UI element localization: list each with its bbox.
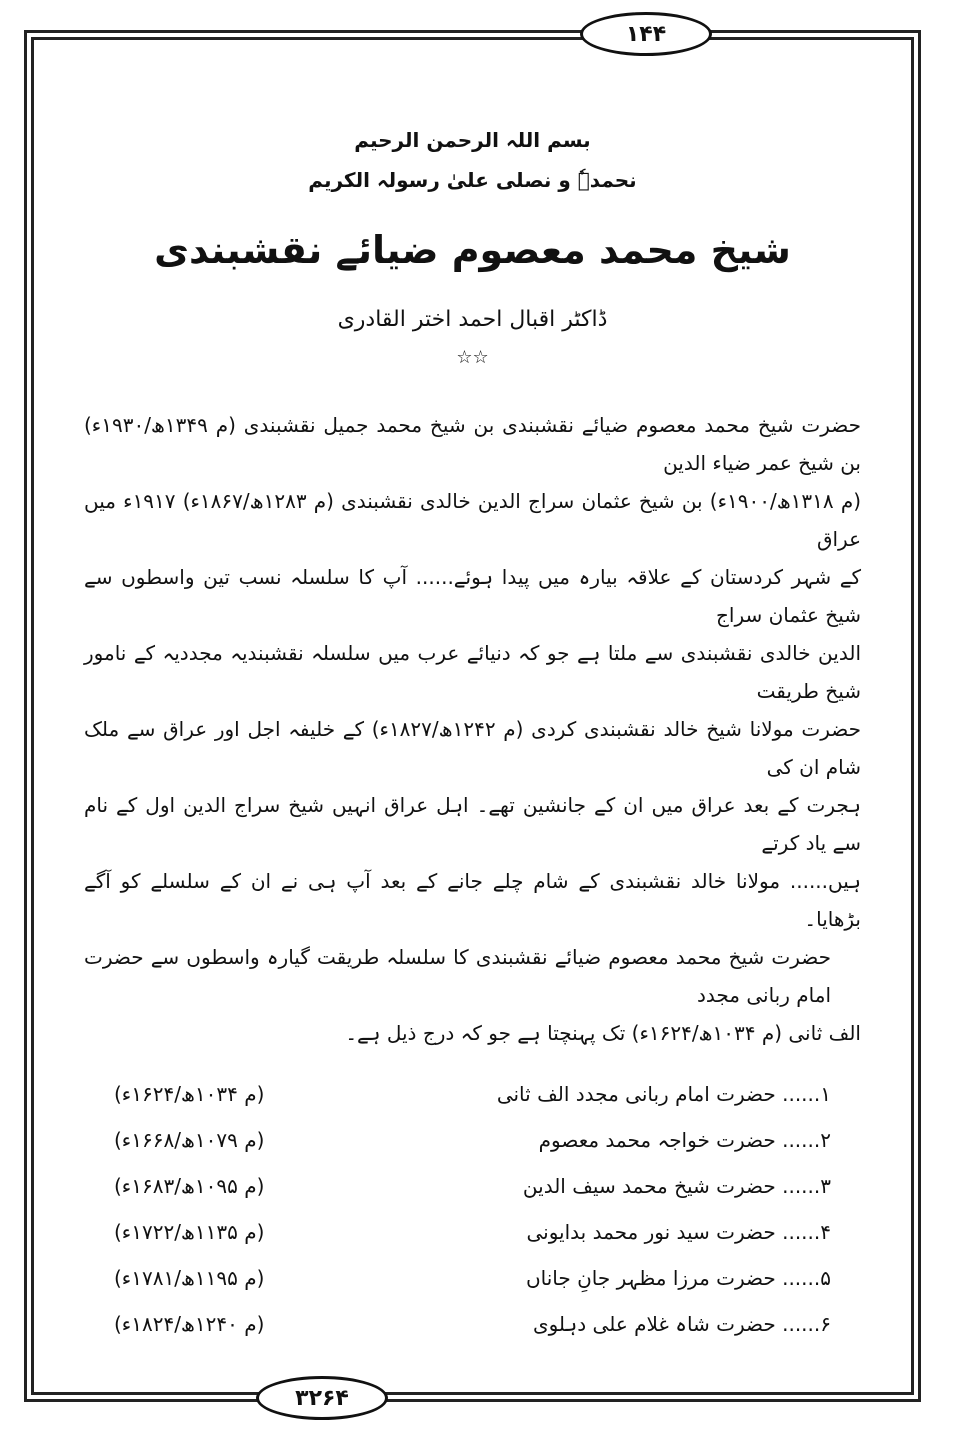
lineage-list (114, 1076, 831, 1342)
star-separator: ☆☆ (456, 347, 489, 368)
lineage-name: ۲...... حضرت خواجہ محمد معصوم (538, 1128, 831, 1152)
bismillah: بسم اللہ الرحمن الرحیم (354, 128, 591, 152)
author-name: ڈاکٹر اقبال احمد اختر القادری (337, 307, 608, 332)
page-number-top: ۱۴۴ (580, 12, 712, 56)
text-line: حضرت مولانا شیخ خالد نقشبندی کردی (م ۱۲۴۲ھ/۱۸۲۷ء) کے خلیفہ اجل اور عراق سے ملک شام ان کی (84, 717, 861, 779)
lineage-name: ۳...... حضرت شیخ محمد سیف الدین (522, 1174, 831, 1198)
lineage-date: (م ۱۱۹۵ھ/۱۷۸۱ء) (114, 1266, 265, 1290)
text-line: ہیں...... مولانا خالد نقشبندی کے شام چلے جانے کے بعد آپ ہی نے ان کے سلسلے کو آگے بڑھایا۔ (84, 869, 861, 931)
lineage-name: ۵...... حضرت مرزا مظہر جانِ جاناں (525, 1266, 831, 1290)
lineage-name: ۶...... حضرت شاہ غلام علی دہلوی (532, 1312, 831, 1336)
text-line: (م ۱۳۱۸ھ/۱۹۰۰ء) بن شیخ عثمان سراج الدین خالدی نقشبندی (م ۱۲۸۳ھ/۱۸۶۷ء) ۱۹۱۷ء میں عراق (84, 489, 862, 551)
lineage-name: ۱...... حضرت امام ربانی مجدد الف ثانی (496, 1082, 831, 1106)
text-line: حضرت شیخ محمد معصوم ضیائے نقشبندی بن شیخ محمد جمیل نقشبندی (م ۱۳۴۹ھ/۱۹۳۰ء) بن شیخ عمر ضیاء الدین (84, 413, 861, 475)
text-line: حضرت شیخ محمد معصوم ضیائے نقشبندی کا سلسلہ طریقت گیارہ واسطوں سے حضرت امام ربانی مجدد (84, 945, 831, 1007)
lineage-date: (م ۱۰۷۹ھ/۱۶۶۸ء) (114, 1128, 265, 1152)
lineage-date: (م ۱۲۴۰ھ/۱۸۲۴ء) (114, 1312, 265, 1336)
text-line: الف ثانی (م ۱۰۳۴ھ/۱۶۲۴ء) تک پہنچتا ہے جو کہ درج ذیل ہے۔ (345, 1021, 861, 1045)
text-line: الدین خالدی نقشبندی سے ملتا ہے جو کہ دنیائے عرب میں سلسلہ نقشبندیہ مجددیہ کے نامور شیخ طریقت (84, 641, 861, 703)
text-line: ہجرت کے بعد عراق میں ان کے جانشین تھے۔ اہل عراق انہیں شیخ سراج الدین اول کے نام سے یاد کرتے (84, 793, 861, 855)
paragraph-2 (84, 938, 861, 1052)
paragraph-1 (84, 406, 861, 938)
page-number-bottom: ۳۲۶۴ (256, 1376, 388, 1420)
page-frame (24, 21, 921, 1411)
salutation: نحمدہٗ و نصلی علیٰ رسولہ الکریم (308, 168, 637, 192)
lineage-date: (م ۱۱۳۵ھ/۱۷۲۲ء) (114, 1220, 265, 1244)
article-title: شیخ محمد معصوم ضیائے نقشبندی (154, 228, 791, 272)
lineage-date: (م ۱۰۳۴ھ/۱۶۲۴ء) (114, 1082, 265, 1106)
lineage-date: (م ۱۰۹۵ھ/۱۶۸۳ء) (114, 1174, 265, 1198)
text-line: کے شہر کردستان کے علاقہ بیارہ میں پیدا ہوئے...... آپ کا سلسلہ نسب تین واسطوں سے شیخ عثمان سراج (84, 565, 861, 627)
lineage-name: ۴...... حضرت سید نور محمد بدایونی (526, 1220, 831, 1244)
